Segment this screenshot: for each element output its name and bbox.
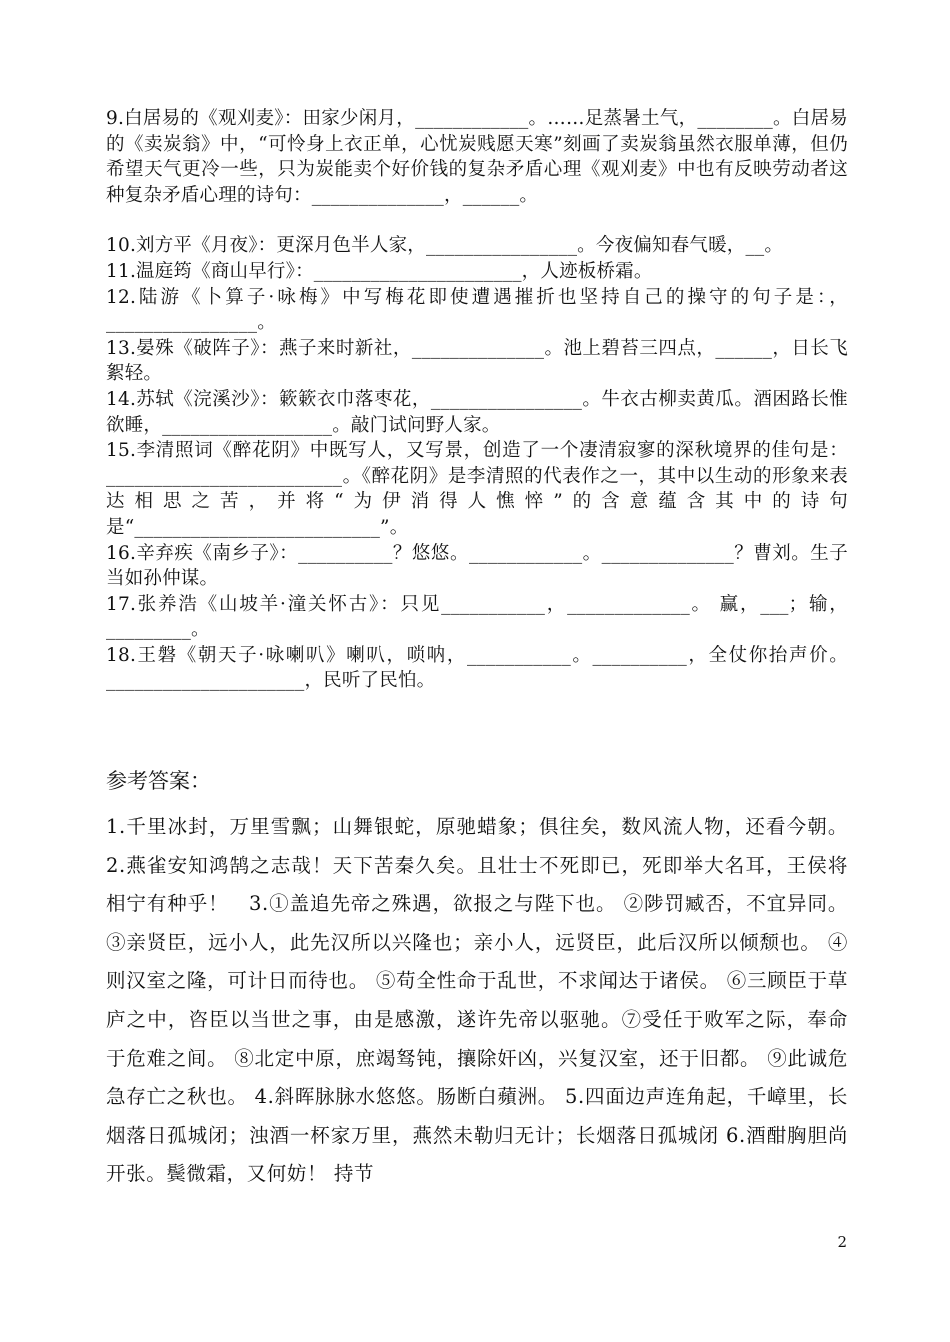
question-11: 11.温庭筠《商山早行》：______________________，人迹板桥霜。 xyxy=(106,260,653,282)
answers-text: 1.千里冰封，万里雪飘；山舞银蛇，原驰蜡象；俱往矣，数风流人物，还看今朝。 2.燕雀安知鸿鹄之志哉！天下苦秦久矣。且壮士不死即已，死即举大名耳，王侯将相宁有种乎！ 3.①盖追先帝之殊遇，欲报之与陛下也。 ②陟罚臧否，不宜异同。 ③亲贤臣，远小人，此先汉所以兴隆也；亲小人，远贤臣，此后汉所以倾颓也。 ④则汉室之隆，可计日而待也。 ⑤苟全性命于乱世，不求闻达于诸侯。 ⑥三顾臣于草庐之中，咨臣以当世之事，由是感激，遂许先帝以驱驰。⑦受任于败军之际，奉命于危难之间。 ⑧北定中原，庶竭驽钝，攘除奸凶，兴复汉室，还于旧都。 ⑨此诚危急存亡之秋也。 4.斜晖脉脉水悠悠。肠断白蘋洲。 5.四面边声连角起，千嶂里，长烟落日孤城闭；浊酒一杯家万里，燕然未勒归无计；长烟落日孤城闭 6.酒酣胸胆尚开张。鬓微霜，又何妨！ 持节 xyxy=(106,815,848,1186)
question-16: 16.辛弃疾《南乡子》：__________？悠悠。____________。______________？曹刘。生子当如孙仲谋。 xyxy=(106,542,848,590)
question-12: 12.陆游《卜算子·咏梅》中写梅花即使遭遇摧折也坚持自己的操守的句子是：，________________。 xyxy=(106,286,848,334)
answers-heading: 参考答案： xyxy=(106,769,211,793)
question-17: 17.张养浩《山坡羊·潼关怀古》：只见___________，_____________。 赢，___；输，_________。 xyxy=(106,593,848,641)
question-9: 9.白居易的《观刈麦》：田家少闲月，____________。……足蒸暑土气，________。白居易的《卖炭翁》中，“可怜身上衣正单，心忧炭贱愿天寒”刻画了卖炭翁虽然衣服单薄，但仍希望天气更冷一些，只为炭能卖个好价钱的复杂矛盾心理《观刈麦》中也有反映劳动者这种复杂矛盾心理的诗句：______________，______。 xyxy=(106,108,848,206)
question-13: 13.晏殊《破阵子》：燕子来时新社，______________。池上碧苔三四点，______，日长飞絮轻。 xyxy=(106,337,848,385)
question-15: 15.李清照词《醉花阴》中既写人，又写景，创造了一个凄清寂寥的深秋境界的佳句是：_________________________。《醉花阴》是李清照的代表作之一，其中以生动的形象来表达相思之苦，并将“为伊消得人憔悴”的含意蕴含其中的诗句是“__________________________”。 xyxy=(106,440,848,538)
page-number: 2 xyxy=(837,1233,847,1251)
question-14: 14.苏轼《浣溪沙》：簌簌衣巾落枣花，________________。牛衣古柳卖黄瓜。酒困路长惟欲睡，__________________。敲门试问野人家。 xyxy=(106,388,848,436)
question-10: 10.刘方平《月夜》：更深月色半人家，________________。今夜偏知春气暖，__。 xyxy=(106,235,784,257)
question-18: 18.王磐《朝天子·咏喇叭》喇叭，唢呐，___________。__________，全仗你抬声价。_____________________，民听了民怕。 xyxy=(106,644,848,692)
question-list xyxy=(106,106,848,694)
